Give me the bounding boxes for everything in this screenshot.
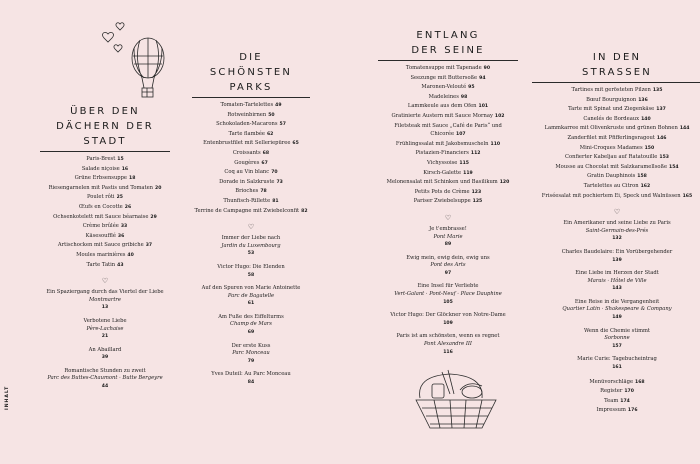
recipe-item[interactable]: Tartines mit gerösteten Pilzen 135 — [571, 87, 663, 93]
recipe-item[interactable]: Tomatensuppe mit Tapenade 90 — [405, 65, 491, 71]
story-item[interactable]: Yves Duteil: Au Parc Monceau 84 — [211, 371, 291, 386]
story-item[interactable]: Eine Reise in die Vergangenheit Quartier Latin · Shakespeare & Company 149 — [562, 298, 672, 321]
section-die-schoensten-parks — [192, 50, 310, 393]
recipe-item[interactable]: Ochsenkotelett mit Sauce béarnaise 29 — [53, 213, 157, 220]
recipe-item[interactable]: Tarte mit Spinat und Ziegenkäse 137 — [568, 106, 666, 113]
recipe-item[interactable]: Tarte Tatin 43 — [86, 261, 124, 268]
recipe-item[interactable]: Friséesalat mit pochiertem Ei, Speck und Walnüssen 165 — [541, 192, 693, 199]
title-rule — [192, 97, 310, 98]
recipe-item[interactable]: Terrine de Campagne mit Zwiebelconfit 82 — [194, 207, 308, 214]
heart-icon: ♡ — [444, 213, 452, 222]
recipe-item[interactable]: Bœuf Bourguignon 136 — [586, 96, 648, 103]
recipe-item[interactable]: Käsesoufflé 36 — [85, 232, 125, 239]
recipe-item[interactable]: Maronen-Velouté 95 — [421, 84, 475, 91]
recipe-item[interactable]: Mousse au Chocolat mit Salzkaramellsoße 154 — [555, 163, 679, 170]
recipe-item[interactable]: Mini-Croques Madames 150 — [579, 144, 655, 151]
section-title: DIE SCHÖNSTEN PARKS — [209, 52, 293, 93]
recipe-list — [532, 86, 700, 201]
recipe-item[interactable]: Schokoladen-Macarons 57 — [216, 121, 286, 128]
recipe-item[interactable]: Thunfisch-Rillette 81 — [223, 197, 279, 204]
recipe-item[interactable]: Tartelettes au Citron 162 — [583, 182, 651, 189]
recipe-item[interactable]: Moules marinières 40 — [76, 251, 134, 258]
recipe-list — [40, 155, 170, 270]
recipe-item[interactable]: Vichyssoise 115 — [427, 159, 469, 166]
appendix-item[interactable]: Impressum 176 — [596, 407, 638, 414]
recipe-item[interactable]: Pariser Zwiebelsuppe 125 — [413, 198, 483, 205]
section-in-den-strassen — [532, 50, 700, 416]
recipe-item[interactable]: Œufs en Cocotte 26 — [78, 203, 132, 210]
story-item[interactable]: Charles Baudelaire: Ein Vorübergehender 139 — [561, 248, 673, 263]
section-title: ENTLANG DER SEINE — [411, 30, 485, 56]
recipe-item[interactable]: Dorade in Salzkruste 73 — [219, 178, 283, 185]
story-item[interactable]: Verbotene Liebe Père-Lachaise 21 — [83, 317, 127, 340]
hot-air-balloon-illustration — [90, 22, 170, 104]
picnic-basket-illustration — [412, 362, 500, 434]
story-item[interactable]: Eine Insel für Verliebte Vert-Galant · Pont-Neuf · Place Dauphine 105 — [394, 283, 502, 305]
section-title: ÜBER DEN DÄCHERN DER STADT — [56, 106, 154, 147]
recipe-item[interactable]: Petits Pots de Crème 123 — [414, 188, 482, 195]
story-item[interactable]: Je t'embrasse! Pont Marie 89 — [429, 225, 467, 248]
recipe-item[interactable]: Pistazien-Financiers 112 — [415, 150, 481, 157]
recipe-item[interactable]: Croissants 68 — [232, 149, 270, 156]
appendix-item[interactable]: Register 170 — [600, 388, 634, 395]
story-item[interactable]: Ein Amerikaner und seine Liebe zu Paris Saint-Germain-des-Prés 132 — [563, 220, 671, 242]
story-item[interactable]: Marie Curie: Tagebucheintrag 161 — [577, 356, 657, 371]
recipe-item[interactable]: Tarte flambée 62 — [228, 130, 274, 137]
recipe-item[interactable]: Gougères 67 — [234, 159, 268, 166]
story-item[interactable]: Victor Hugo: Die Elenden 58 — [217, 263, 285, 278]
recipe-item[interactable]: Artischocken mit Sauce gribiche 37 — [57, 242, 153, 249]
recipe-item[interactable]: Kirsch-Galette 119 — [423, 169, 473, 176]
recipe-item[interactable]: Tomaten-Tartelettes 49 — [220, 102, 282, 108]
recipe-item[interactable]: Gratinierte Austern mit Sauce Mornay 102 — [391, 112, 505, 119]
heart-icon: ♡ — [101, 277, 109, 286]
story-item[interactable]: An Abaillard 39 — [88, 346, 122, 361]
appendix-item[interactable]: Team 174 — [604, 397, 630, 404]
recipe-item[interactable]: Riesengarnelen mit Pastis und Tomaten 20 — [48, 184, 162, 191]
recipe-item[interactable]: Melonensalat mit Schinken und Basilikum 120 — [386, 179, 510, 186]
story-item[interactable]: Der erste Kuss Parc Monceau 79 — [231, 342, 271, 364]
story-item[interactable]: Auf den Spuren von Marie Antoinette Parc de Bagatelle 61 — [201, 285, 301, 307]
story-item[interactable]: Victor Hugo: Der Glöckner von Notre-Dame 109 — [390, 312, 506, 326]
story-item[interactable]: Ewig mein, ewig dein, ewig uns Pont des Arts 97 — [406, 254, 490, 276]
appendix-item[interactable]: Menüvorschläge 168 — [589, 378, 645, 385]
section-title: IN DEN STRASSEN — [582, 52, 652, 78]
recipe-item[interactable]: Paris-Brest 15 — [86, 156, 124, 162]
heart-icon: ♡ — [247, 223, 255, 232]
title-rule — [378, 60, 518, 61]
recipe-item[interactable]: Gratin Dauphinois 158 — [587, 173, 647, 180]
recipe-item[interactable]: Brioches 78 — [235, 188, 267, 195]
recipe-item[interactable]: Coq au Vin blanc 70 — [224, 169, 278, 176]
recipe-item[interactable]: Grüne Erbsensuppe 18 — [74, 175, 136, 182]
recipe-item[interactable]: Canelés de Bordeaux 140 — [583, 115, 651, 122]
story-item[interactable]: Ein Spaziergang durch das Viertel der Liebe Montmartre 13 — [46, 289, 164, 311]
recipe-item[interactable]: Madeleines 98 — [428, 93, 468, 100]
appendix-list — [532, 378, 700, 416]
recipe-item[interactable]: Frühlingssalat mit Jakobsmuscheln 110 — [395, 140, 501, 147]
title-rule — [40, 151, 170, 152]
recipe-item[interactable]: Lammkeule aus dem Ofen 101 — [407, 103, 489, 110]
story-item[interactable]: Immer der Liebe nach Jardin du Luxembourg 53 — [221, 235, 281, 257]
recipe-item[interactable]: Confierter Kabeljau auf Ratatouille 153 — [565, 154, 669, 161]
recipe-item[interactable]: Filetsteak mit Sauce „Café de Paris“ und Chicorée 107 — [394, 122, 502, 138]
recipe-item[interactable]: Salade niçoise 16 — [81, 165, 129, 172]
story-item[interactable]: Wenn die Chemie stimmt Sorbonne 157 — [583, 327, 650, 349]
recipe-item[interactable]: Lammkarree mit Olivenkruste und grünen Bohnen 144 — [544, 125, 690, 132]
title-rule — [532, 82, 700, 83]
recipe-item[interactable]: Zanderfilet mit Pfifferlingsragout 146 — [567, 134, 667, 141]
section-ueber-den-daechern — [40, 104, 170, 397]
story-item[interactable]: Eine Liebe im Herzen der Stadt Marais · Hôtel de Ville 143 — [575, 270, 659, 292]
story-item[interactable]: Romantische Stunden zu zweit Parc des Buttes-Chaumont · Butte Bergeyre 44 — [47, 367, 163, 390]
recipe-item[interactable]: Seezunge mit Buttersoße 94 — [410, 74, 486, 81]
recipe-item[interactable]: Entenbrustfilet mit Selleriepüree 65 — [203, 140, 299, 147]
section-entlang-der-seine — [378, 28, 518, 362]
recipe-item[interactable]: Poulet rôti 25 — [87, 194, 123, 201]
recipe-item[interactable]: Crème brûlée 33 — [82, 223, 128, 230]
side-label: INHALT — [5, 385, 10, 410]
heart-icon: ♡ — [613, 208, 621, 217]
story-item[interactable]: Paris ist am schönsten, wenn es regnet Pont Alexandre III 116 — [396, 333, 500, 355]
recipe-list — [192, 101, 310, 216]
recipe-item[interactable]: Rotweinbirnen 50 — [227, 111, 275, 118]
story-item[interactable]: Am Fuße des Eiffelturms Champ de Mars 69 — [218, 313, 284, 336]
recipe-list — [378, 64, 518, 207]
